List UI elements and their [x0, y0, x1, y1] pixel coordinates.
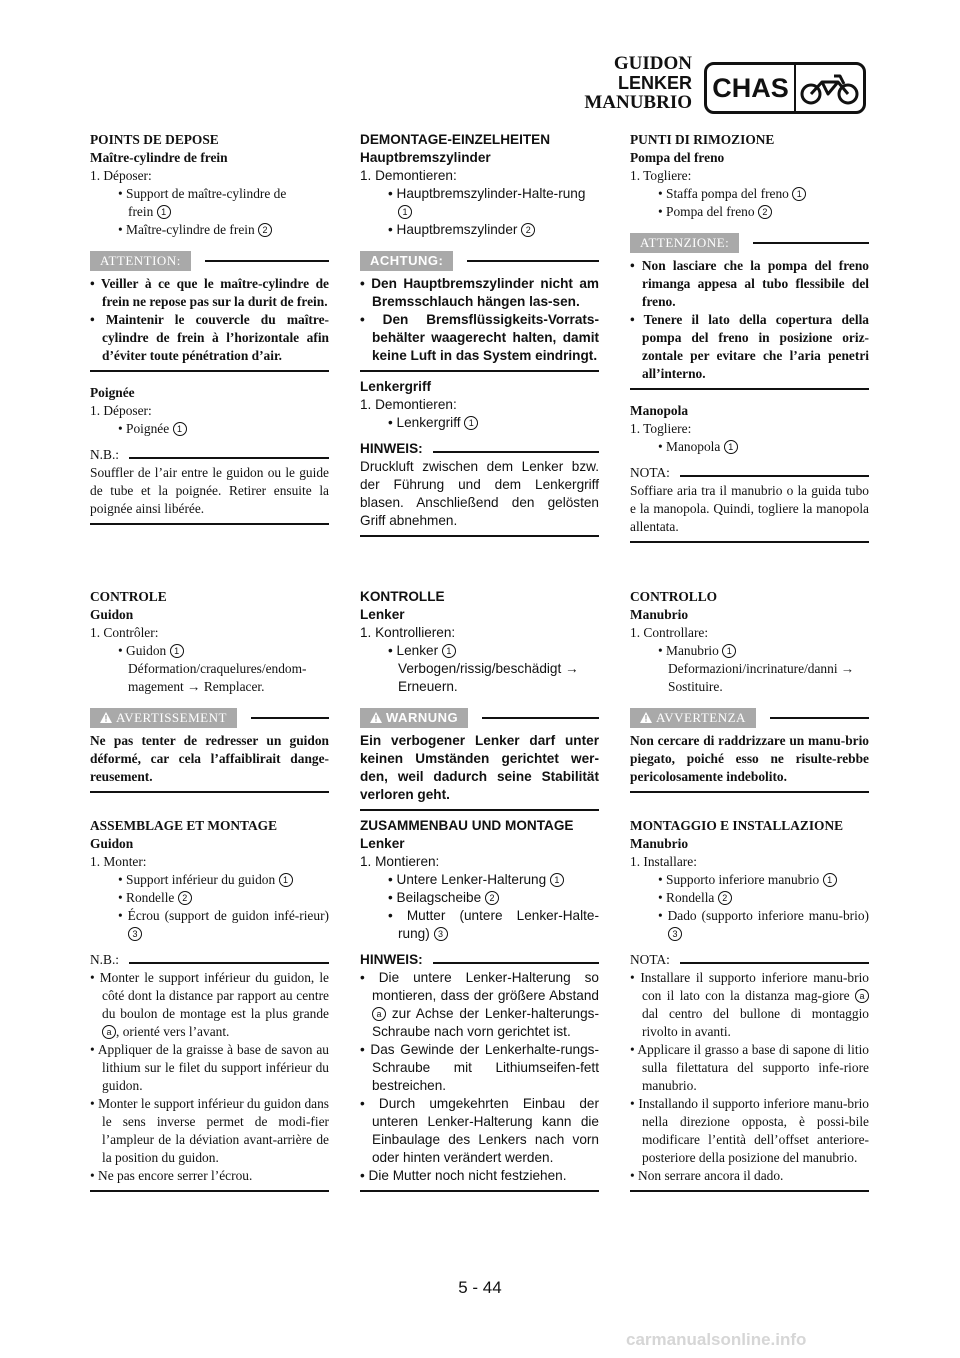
fr-assembly-note-header: N.B.: — [90, 951, 329, 969]
fr-assembly-note-4: • Ne pas encore serrer l’écrou. — [90, 1168, 253, 1183]
de-assembly-title: ZUSAMMENBAU UND MONTAGE — [360, 818, 574, 833]
it-assembly-note-4: • Non serrare ancora il dado. — [630, 1168, 784, 1183]
fr-warning-label: AVERTISSEMENT — [90, 708, 237, 728]
it-assembly-item-1: • Supporto inferiore manubrio 1 — [630, 871, 869, 889]
it-assembly-section — [630, 817, 869, 1192]
it-note-header: NOTA: — [630, 464, 869, 482]
de-grip-note: Druckluft zwischen dem Lenker bzw. der Führung und dem Lenkergriff blasen. Anschließend den gelösten Griff abnehmen. — [360, 459, 599, 528]
it-removal-step: 1. Togliere: — [630, 168, 692, 183]
fr-master-cylinder-subtitle: Maître-cylindre de frein — [90, 150, 228, 165]
title-de: LENKER — [617, 73, 692, 93]
it-assembly-note-3: • Installando il supporto inferiore manu-brio nella direzione opposta, è possi-bile modificare l’entità dell’offset anteriore-posteriore della posizione del manubrio. — [630, 1096, 869, 1165]
fr-assembly-item-1: • Support inférieur du guidon 1 — [90, 871, 329, 889]
warning-icon — [640, 712, 652, 723]
it-grip-item: • Manopola 1 — [630, 438, 869, 456]
it-removal-title: PUNTI DI RIMOZIONE — [630, 132, 775, 147]
fr-caution-2: • Maintenir le couvercle du maître-cylindre de frein à l’horizontale afin d’éviter toute pénétration d’air. — [90, 312, 329, 363]
it-caution-1: • Non lasciare che la pompa del freno rimanga appesa al tubo flessibile del freno. — [630, 258, 869, 309]
fr-assembly-subtitle: Guidon — [90, 836, 134, 851]
it-assembly-title: MONTAGGIO E INSTALLAZIONE — [630, 818, 844, 833]
it-assembly-subtitle: Manubrio — [630, 836, 689, 851]
de-removal-title: DEMONTAGE-EINZELHEITEN — [360, 132, 551, 147]
it-caution-label: ATTENZIONE: — [630, 233, 739, 253]
it-check-title: CONTROLLO — [630, 589, 718, 604]
it-handlebar-subtitle: Manubrio — [630, 607, 689, 622]
fr-caution-label: ATTENTION: — [90, 251, 191, 271]
de-grip-item: • Lenkergriff 1 — [360, 414, 599, 432]
it-warning-header — [630, 708, 869, 728]
de-check-detail: Verbogen/rissig/beschädigt → Erneuern. — [398, 661, 579, 694]
de-assembly-note-1: • Die untere Lenker-Halterung so montieren, dass der größere Abstand a zur Achse der Lenker-halterungs-Schraube nach vorn gerichtet ist. — [360, 970, 599, 1039]
warning-icon — [370, 712, 382, 723]
de-caution-1: • Den Hauptbremszylinder nicht am Bremsschlauch hängen las-sen. — [360, 276, 599, 309]
de-warning-text: Ein verbogener Lenker darf unter keinen Umständen gerichtet wer-den, weil dadurch seine Stabilität verloren geht. — [360, 733, 599, 802]
it-assembly-note-1: • Installare il supporto inferiore manu-brio con il lato con la distanza mag-giore a dal centro del bullone di montaggio rivolto in avanti. — [630, 970, 869, 1039]
de-removal-item-2: • Hauptbremszylinder 2 — [360, 221, 599, 239]
title-fr: GUIDON — [613, 53, 692, 74]
fr-removal-step: 1. Déposer: — [90, 168, 152, 183]
de-assembly-step: 1. Montieren: — [360, 854, 440, 869]
de-master-cylinder-subtitle: Hauptbremszylinder — [360, 150, 491, 165]
fr-assembly-section — [90, 817, 329, 1192]
section-label: CHAS — [707, 65, 796, 111]
it-caution-header — [630, 233, 869, 253]
it-assembly-note-2: • Applicare il grasso a base di sapone di litio sulla filettatura del supporto infe-riore manubrio. — [630, 1042, 869, 1093]
de-caution-header — [360, 251, 599, 271]
fr-caution-1: • Veiller à ce que le maître-cylindre de frein ne repose pas sur la durit de frein. — [90, 276, 329, 309]
fr-check-detail: Déformation/craquelures/endom-magement → Remplacer. — [128, 661, 307, 694]
fr-grip-item: • Poignée 1 — [90, 420, 329, 438]
fr-check-step: 1. Contrôler: — [90, 625, 159, 640]
it-check-step: 1. Controllare: — [630, 625, 709, 640]
it-warning-label: AVVERTENZA — [630, 708, 756, 728]
it-assembly-item-3: • Dado (supporto inferiore manu-brio) 3 — [658, 908, 869, 939]
fr-removal-item-1b: frein 1 — [90, 203, 329, 221]
fr-removal-item-2: • Maître-cylindre de frein 2 — [90, 221, 329, 239]
it-grip-subtitle: Manopola — [630, 403, 689, 418]
fr-assembly-step: 1. Monter: — [90, 854, 147, 869]
de-warning-label: WARNUNG — [360, 708, 468, 728]
it-removal-item-2: • Pompa del freno 2 — [630, 203, 869, 221]
de-assembly-item-1: • Untere Lenker-Halterung 1 — [360, 871, 599, 889]
de-caution-label: ACHTUNG: — [360, 251, 453, 271]
de-handlebar-subtitle: Lenker — [360, 607, 405, 622]
watermark: carmanualsonline.info — [626, 1330, 807, 1349]
fr-warning-header — [90, 708, 329, 728]
fr-removal-item-1: • Support de maître-cylindre de — [118, 186, 287, 201]
title-it: MANUBRIO — [584, 92, 692, 113]
de-assembly-note-3: • Durch umgekehrten Einbau der unteren Lenker-Halterung kann die Einbaulage des Lenkers nach vorn oder hinten verändert werden. — [360, 1096, 599, 1165]
it-master-cylinder-subtitle: Pompa del freno — [630, 150, 725, 165]
de-note-header: HINWEIS: — [360, 440, 599, 458]
motorcycle-icon — [796, 65, 863, 111]
de-assembly-item-2: • Beilagscheibe 2 — [360, 889, 599, 907]
it-removal-section — [630, 131, 869, 543]
fr-grip-subtitle: Poignée — [90, 385, 135, 400]
de-grip-step: 1. Demontieren: — [360, 397, 457, 412]
it-check-item: • Manubrio 1 — [630, 642, 869, 660]
de-warning-header — [360, 708, 599, 728]
de-check-title: KONTROLLE — [360, 589, 445, 604]
page-number: 5 - 44 — [458, 1278, 502, 1297]
fr-check-title: CONTROLE — [90, 589, 167, 604]
fr-grip-note: Souffler de l’air entre le guidon ou le guide de tube et la poignée. Retirer ensuite la poignée ainsi libérée. — [90, 465, 329, 516]
warning-icon — [100, 712, 112, 723]
de-assembly-subtitle: Lenker — [360, 836, 405, 851]
fr-assembly-item-3: • Écrou (support de guidon infé-rieur) 3 — [118, 908, 329, 939]
fr-handlebar-subtitle: Guidon — [90, 607, 134, 622]
section-badge — [704, 62, 866, 114]
it-caution-2: • Tenere il lato della copertura della pompa del freno in posizione oriz-zontale per evitare che l’aria penetri all’interno. — [630, 312, 869, 381]
de-assembly-note-header: HINWEIS: — [360, 951, 599, 969]
fr-warning-text: Ne pas tenter de redresser un guidon déformé, car cela l’affaiblirait dange-reusement. — [90, 733, 329, 784]
it-grip-step: 1. Togliere: — [630, 421, 692, 436]
de-check-step: 1. Kontrollieren: — [360, 625, 456, 640]
de-check-item: • Lenker 1 — [360, 642, 599, 660]
header-titles — [584, 54, 692, 112]
fr-assembly-note-2: • Appliquer de la graisse à base de savon au lithium sur le filet du support inférieur du guidon. — [90, 1042, 329, 1093]
fr-note-header: N.B.: — [90, 446, 329, 464]
fr-check-item: • Guidon 1 — [90, 642, 329, 660]
fr-assembly-note-3: • Monter le support inférieur du guidon dans le sens inverse permet de modi-fier l’ampleur de la déviation avant-arrière de la position du guidon. — [90, 1096, 329, 1165]
fr-removal-title: POINTS DE DEPOSE — [90, 132, 219, 147]
fr-assembly-note-1: • Monter le support inférieur du guidon, le côté dont la distance par rapport au centre du boulon de montage est la plus grande a , orienté vers l’avant. — [90, 970, 329, 1039]
it-check-section — [630, 588, 869, 793]
it-removal-item-1: • Staffa pompa del freno 1 — [630, 185, 869, 203]
fr-caution-header — [90, 251, 329, 271]
it-assembly-step: 1. Installare: — [630, 854, 697, 869]
de-grip-subtitle: Lenkergriff — [360, 379, 432, 394]
de-assembly-note-2: • Das Gewinde der Lenkerhalte-rungs-Schraube mit Lithiumseifen-fett bestreichen. — [360, 1042, 599, 1093]
de-check-section — [360, 588, 599, 811]
de-assembly-item-3: • Mutter (untere Lenker-Halte-rung) 3 — [388, 908, 599, 941]
it-warning-text: Non cercare di raddrizzare un manu-brio piegato, poiché esso ne risulte-rebbe pericolosamente indebolito. — [630, 733, 869, 784]
fr-assembly-title: ASSEMBLAGE ET MONTAGE — [90, 818, 278, 833]
fr-removal-section — [90, 131, 329, 525]
de-caution-2: • Den Bremsflüssigkeits-Vorrats-behälter waagerecht halten, damit keine Luft in das System eindringt. — [360, 312, 599, 363]
de-removal-section — [360, 131, 599, 537]
fr-assembly-item-2: • Rondelle 2 — [90, 889, 329, 907]
it-grip-note: Soffiare aria tra il manubrio o la guida tubo e la manopola. Quindi, togliere la manopola allentata. — [630, 483, 869, 534]
fr-check-section — [90, 588, 329, 793]
it-assembly-item-2: • Rondella 2 — [630, 889, 869, 907]
de-removal-step: 1. Demontieren: — [360, 168, 457, 183]
de-assembly-section — [360, 817, 599, 1192]
it-assembly-note-header: NOTA: — [630, 951, 869, 969]
de-assembly-note-4: • Die Mutter noch nicht festziehen. — [360, 1168, 567, 1183]
de-removal-item-1: • Hauptbremszylinder-Halte-rung 1 — [388, 186, 586, 217]
it-check-detail: Deformazioni/incrinature/danni → Sostituire. — [668, 661, 855, 694]
fr-grip-step: 1. Déposer: — [90, 403, 152, 418]
